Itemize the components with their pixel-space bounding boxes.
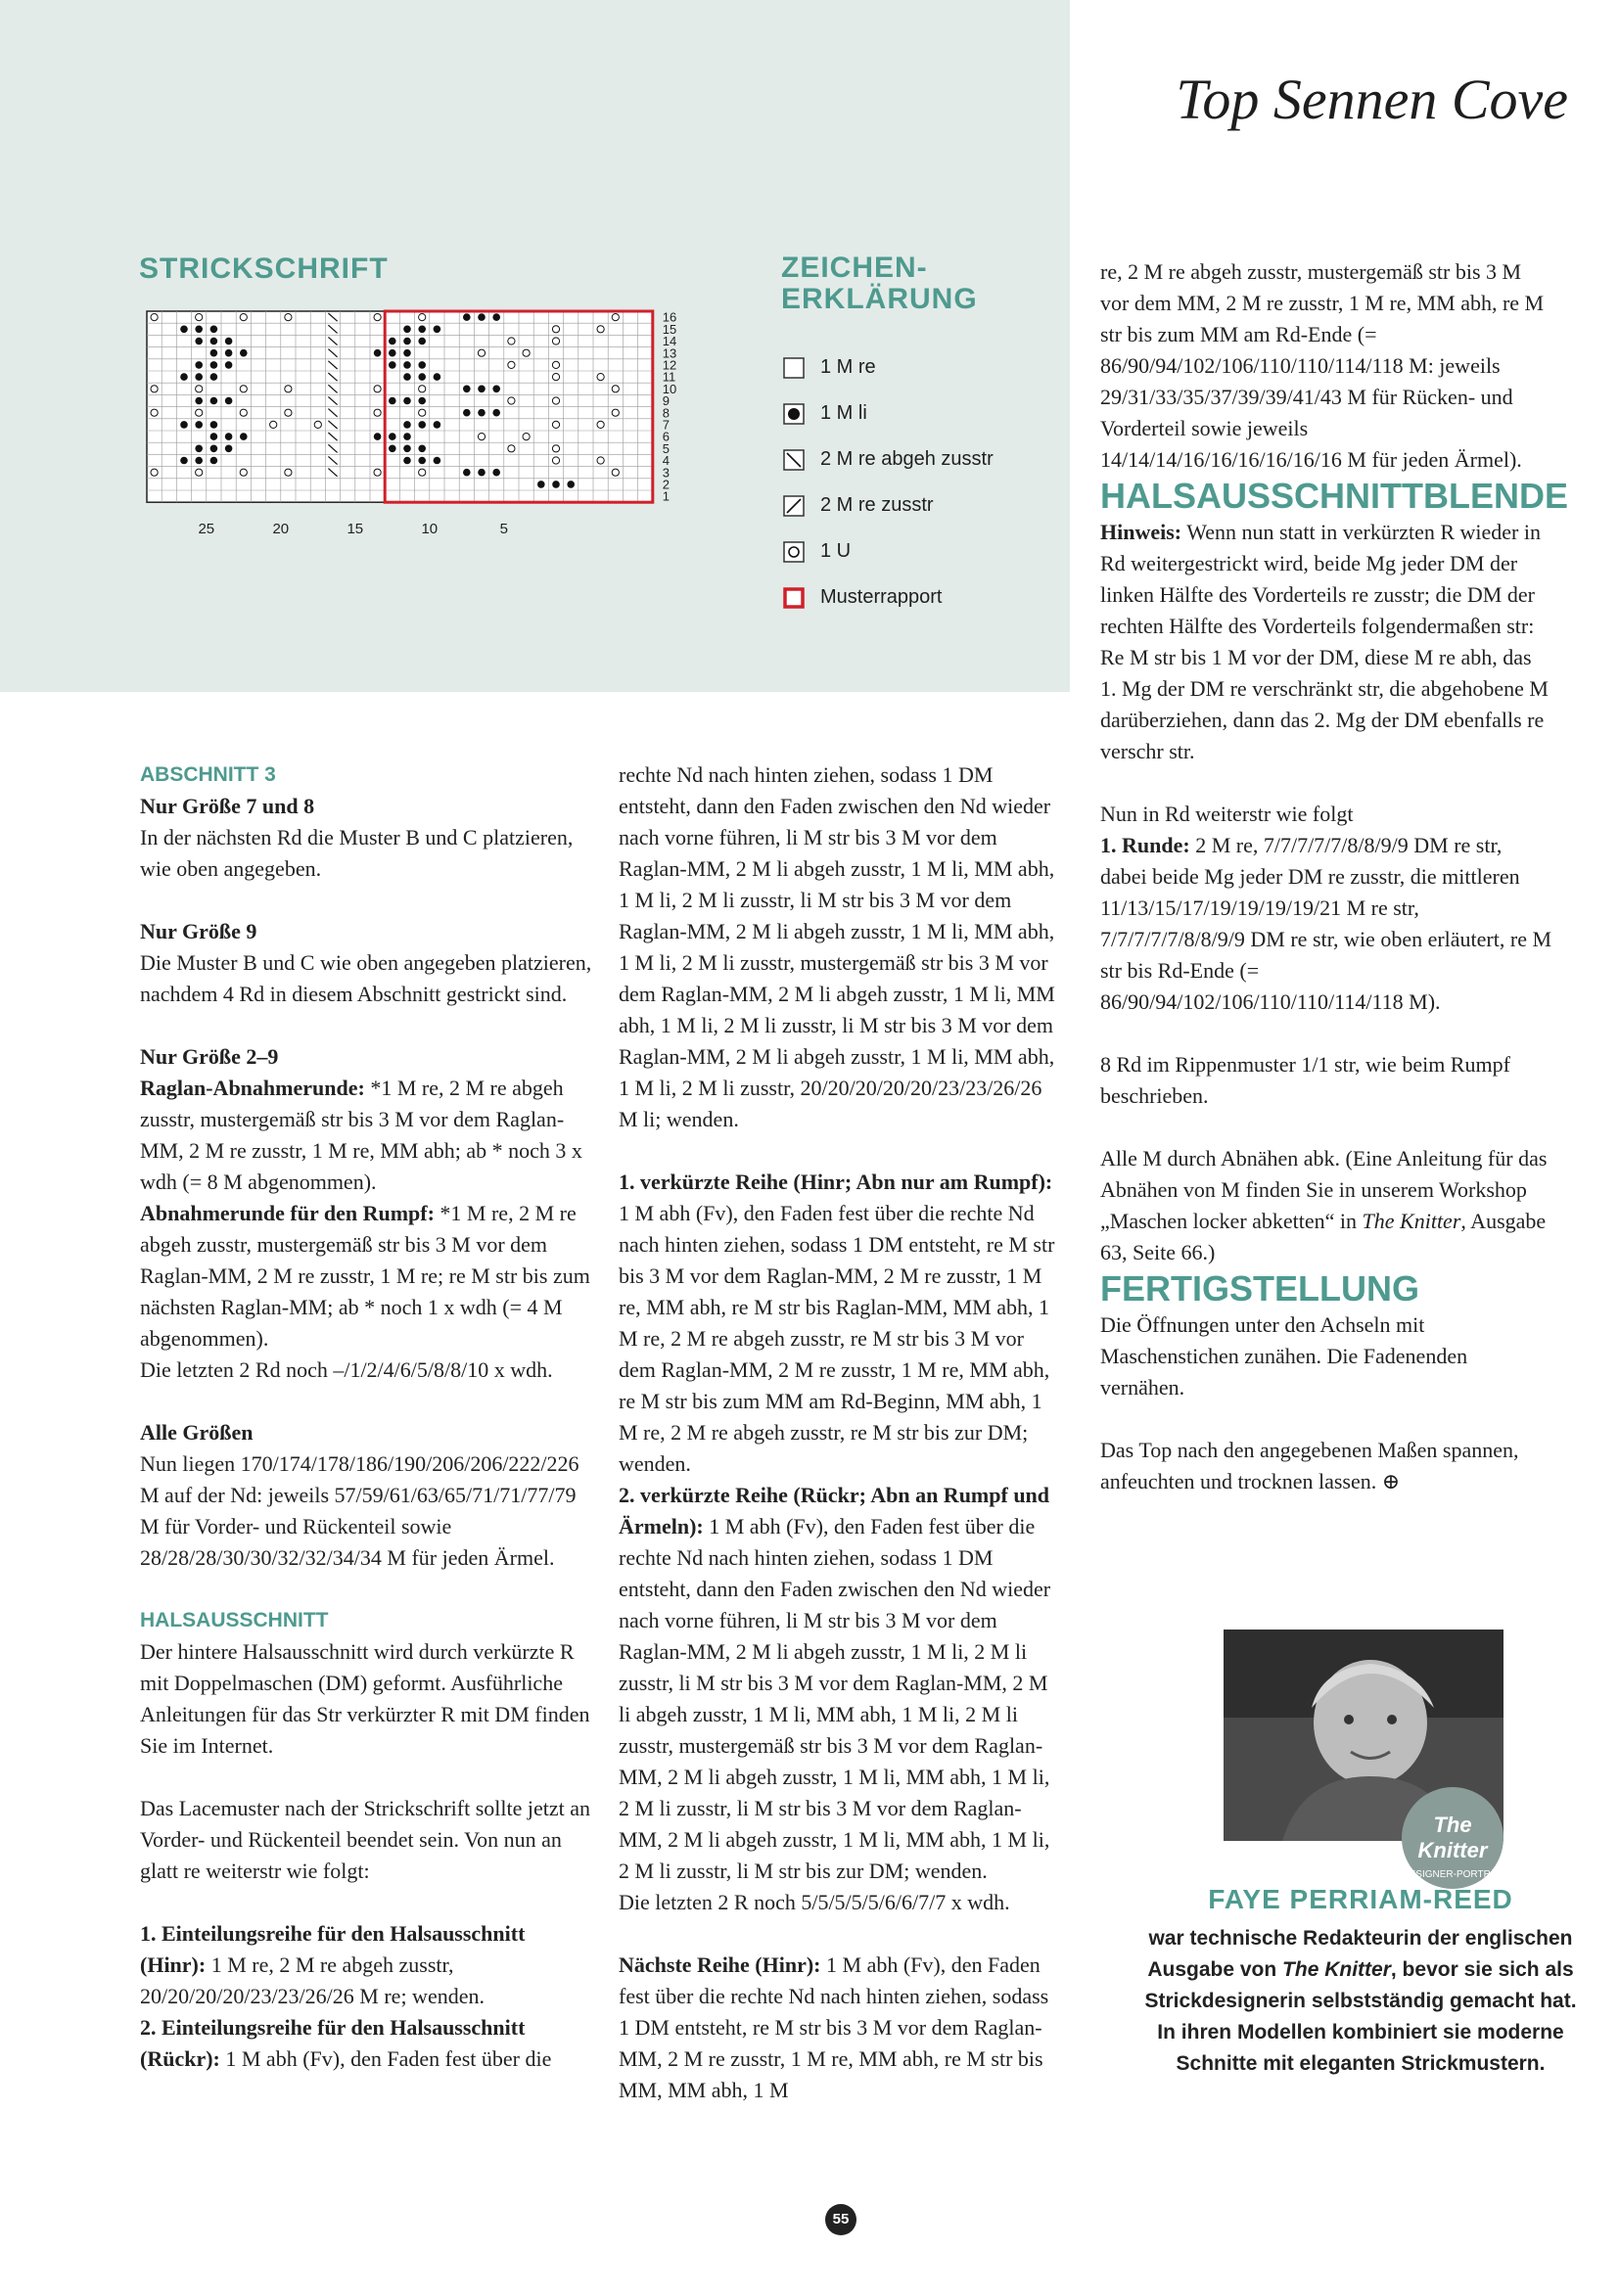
label: 1. Runde: xyxy=(1100,833,1190,857)
paragraph xyxy=(619,1480,1059,1887)
purl-stitch xyxy=(403,421,411,429)
col-label: 20 xyxy=(272,521,290,538)
purl-stitch xyxy=(389,445,396,453)
magazine-name: The Knitter xyxy=(1282,1958,1391,1981)
purl-stitch xyxy=(403,457,411,465)
paragraph: Nun in Rd weiterstr wie folgt xyxy=(1100,802,1354,826)
halsausschnittblende-heading: HALSAUSSCHNITTBLENDE xyxy=(1100,476,1569,516)
page-title: Top Sennen Cove xyxy=(1176,68,1568,131)
row-label: 10 xyxy=(662,381,677,396)
paragraph xyxy=(619,1167,1059,1480)
label: 1. Einteilungsreihe für den Halsausschnitt (Hinr): xyxy=(140,1921,526,1977)
text: 1 M abh (Fv), den Faden fest über die rechte Nd nach hinten ziehen, sodass 1 DM entsteht, re M str bis 3 M vor dem Raglan-MM, 2 M re zusstr, 1 M re, MM abh, re M str bis Raglan-MM, MM abh, 1 M re, 2 M re abgeh zusstr, re M str bis 3 M vor dem Raglan-MM, 2 M re zusstr, 1 M re, MM abh, re M str bis zum MM am Rd-Beginn, MM abh, 1 M re, 2 M re abgeh zusstr, re M str bis zur DM; wenden. xyxy=(619,1201,1055,1476)
text: war technische Redakteurin der englischen Ausgabe von xyxy=(1147,1927,1573,1981)
text: *1 M re, 2 M re abgeh zusstr, mustergemäß str bis 3 M vor dem Raglan-MM, 2 M re zusstr, 1 M re; re M str bis zum nächsten Raglan-MM; ab * noch 1 x wdh (= 4 M abgenommen). xyxy=(140,1201,590,1351)
col-label: 25 xyxy=(198,521,215,538)
purl-stitch xyxy=(210,373,218,381)
paragraph: rechte Nd nach hinten ziehen, sodass 1 DM entsteht, dann den Faden zwischen den Nd wieder nach vorne führen, li M str bis 3 M vor dem Raglan-MM, 2 M li abgeh zusstr, 1 M li, MM abh, 1 M li, 2 M li zusstr, li M str bis 3 M vor dem Raglan-MM, 2 M li abgeh zusstr, 1 M li, MM abh, 1 M li, 2 M li zusstr, mustergemäß str bis 3 M vor dem Raglan-MM, 2 M li abgeh zusstr, 1 M li, MM abh, 1 M li, 2 M li zusstr, li M str bis 3 M vor dem Raglan-MM, 2 M li abgeh zusstr, 1 M li, MM abh, 1 M li, 2 M li zusstr, 20/20/20/20/20/23/23/26/26 M li; wenden. xyxy=(619,762,1055,1131)
purl-stitch xyxy=(418,445,426,453)
purl-stitch xyxy=(210,349,218,357)
purl-stitch xyxy=(492,386,500,393)
paragraph: Die Öffnungen unter den Achseln mit Maschenstichen zunähen. Die Fadenenden vernähen. xyxy=(1100,1312,1468,1400)
row-label: 6 xyxy=(662,429,671,444)
purl-stitch xyxy=(240,349,248,357)
purl-stitch xyxy=(210,338,218,345)
purl-stitch xyxy=(374,349,382,357)
purl-stitch xyxy=(567,481,575,488)
zeichen-heading xyxy=(781,253,978,315)
purl-stitch xyxy=(389,361,396,369)
row-label: 3 xyxy=(662,465,671,481)
purl-stitch xyxy=(434,373,441,381)
col-label: 15 xyxy=(347,521,364,538)
purl-stitch xyxy=(492,409,500,417)
row-label: 12 xyxy=(662,357,677,373)
purl-stitch xyxy=(418,373,426,381)
row-label: 13 xyxy=(662,345,677,361)
fertigstellung-heading: FERTIGSTELLUNG xyxy=(1100,1268,1419,1309)
label: Abnahmerunde für den Rumpf: xyxy=(140,1201,435,1225)
purl-stitch xyxy=(225,445,233,453)
legend-item xyxy=(783,390,994,436)
label: Hinweis: xyxy=(1100,520,1182,544)
col-label: 5 xyxy=(499,521,508,538)
purl-stitch xyxy=(389,349,396,357)
purl-stitch xyxy=(463,386,471,393)
purl-stitch xyxy=(492,313,500,321)
purl-stitch xyxy=(478,409,486,417)
label: 2. verkürzte Reihe (Rückr; Abn an Rumpf und Ärmeln): xyxy=(619,1483,1050,1538)
purl-stitch xyxy=(478,386,486,393)
paragraph xyxy=(1100,830,1552,1018)
paragraph: Das Lacemuster nach der Strickschrift sollte jetzt an Vorder- und Rückenteil beendet sein. Von nun an glatt re weiterstr wie folgt: xyxy=(140,1796,590,1883)
purl-stitch xyxy=(492,469,500,477)
legend xyxy=(783,344,994,620)
row-label: 16 xyxy=(662,309,677,325)
purl-stitch xyxy=(434,421,441,429)
purl-stitch xyxy=(418,361,426,369)
paragraph: Das Top nach den angegebenen Maßen spannen, anfeuchten und trocknen lassen. ⊕ xyxy=(1100,1438,1519,1493)
zeichen-heading-line1: ZEICHEN- xyxy=(781,252,928,284)
purl-stitch xyxy=(225,338,233,345)
purl-stitch xyxy=(403,397,411,405)
purl-stitch xyxy=(418,421,426,429)
purl-stitch xyxy=(195,326,203,334)
text: 2 M re, 7/7/7/7/7/8/8/9/9 DM re str, dabei beide Mg jeder DM re zusstr, die mittleren 11/13/15/17/19/19/19/19/21 M re str, 7/7/7/7/7/8/8/9/9 DM re str, wie oben erläutert, re M str bis Rd-Ende (= 86/90/94/102/106/110/110/114/118 M). xyxy=(1100,833,1552,1014)
purl-stitch xyxy=(180,326,188,334)
zeichen-heading-line2: ERKLÄRUNG xyxy=(781,283,978,315)
paragraph: re, 2 M re abgeh zusstr, mustergemäß str bis 3 M vor dem MM, 2 M re zusstr, 1 M re, MM abh, re M str bis zum MM am Rd-Ende (= 86/90/94/102/106/110/110/114/118 M: jeweils 29/31/33/35/37/39/39/41/43 M für Rücken- und Vorderteil sowie jeweils 14/14/14/16/16/16/16/16/16 M für jeden Ärmel). xyxy=(1100,259,1545,472)
purl-stitch xyxy=(403,433,411,440)
text: 1 M abh (Fv), den Faden fest über die rechte Nd nach hinten ziehen, sodass 1 DM entsteht, dann den Faden zwischen den Nd wieder nach vorne führen, li M str bis 3 M vor dem Raglan-MM, 2 M li abgeh zusstr, 1 M li, 2 M li zusstr, li M str bis 3 M vor dem Raglan-MM, 2 M li abgeh zusstr, 1 M li, MM abh, 1 M li, 2 M li zusstr, mustergemäß str bis 3 M vor dem Raglan-MM, 2 M li abgeh zusstr, 1 M li, MM abh, 1 M li, 2 M li zusstr, li M str bis 3 M vor dem Raglan-MM, 2 M li abgeh zusstr, 1 M li, MM abh, 1 M li, 2 M li zusstr, li M str bis zur DM; wenden. xyxy=(619,1514,1051,1883)
subheading: Nur Größe 2–9 xyxy=(140,1044,279,1069)
row-label: 15 xyxy=(662,321,677,337)
purl-stitch xyxy=(389,397,396,405)
row-label: 14 xyxy=(662,334,677,349)
purl-stitch xyxy=(240,433,248,440)
text: *1 M re, 2 M re abgeh zusstr, mustergemäß str bis 3 M vor dem Raglan-MM, 2 M re zusstr, 1 M re, MM abh; ab * noch 3 x wdh (= 8 M abgenommen). xyxy=(140,1076,582,1194)
purl-stitch xyxy=(210,433,218,440)
paragraph: In der nächsten Rd die Muster B und C platzieren, wie oben angegeben. xyxy=(140,825,574,881)
row-label: 2 xyxy=(662,477,671,492)
red-square-icon xyxy=(783,587,805,609)
column-2 xyxy=(619,759,1059,2106)
subheading: Nur Größe 9 xyxy=(140,919,257,943)
paragraph xyxy=(140,2012,595,2075)
purl-stitch xyxy=(478,313,486,321)
legend-item xyxy=(783,344,994,390)
paragraph xyxy=(140,1918,595,2012)
purl-stitch xyxy=(210,457,218,465)
subheading: Alle Größen xyxy=(140,1420,254,1445)
purl-stitch xyxy=(403,338,411,345)
designer-block xyxy=(1135,1884,1586,2080)
legend-item xyxy=(783,574,994,620)
paragraph xyxy=(1100,1143,1552,1268)
purl-stitch xyxy=(463,313,471,321)
text: Wenn nun statt in verkürzten R wieder in Rd weitergestrickt wird, beide Mg jeder DM der linken Hälfte des Vorderteils re zusstr; die DM der rechten Hälfte des Vorderteils folgendermaßen str: Re M str bis 1 M vor der DM, diese M re abh, das 1. Mg der DM re verschränkt str, die abgehobene M darüberziehen, dann das 2. Mg der DM ebenfalls re verschr str. xyxy=(1100,520,1549,763)
purl-stitch xyxy=(478,469,486,477)
purl-stitch xyxy=(195,445,203,453)
dot-square-icon xyxy=(783,403,805,425)
purl-stitch xyxy=(418,397,426,405)
row-label: 4 xyxy=(662,453,671,469)
purl-stitch xyxy=(225,397,233,405)
purl-stitch xyxy=(180,421,188,429)
legend-item xyxy=(783,436,994,482)
text: , bevor sie sich als Strickdesignerin selbstständig gemacht hat. In ihren Modellen kombiniert sie moderne Schnitte mit eleganten Strickmustern. xyxy=(1144,1958,1577,2075)
purl-stitch xyxy=(210,445,218,453)
row-label: 1 xyxy=(662,488,671,504)
legend-label: 1 M li xyxy=(820,402,867,424)
purl-stitch xyxy=(403,445,411,453)
label: 2. Einteilungsreihe für den Halsausschnitt (Rückr): xyxy=(140,2015,526,2071)
knitter-badge xyxy=(1402,1787,1503,1889)
empty-square-icon xyxy=(783,357,805,379)
row-label: 5 xyxy=(662,440,671,456)
purl-stitch xyxy=(463,409,471,417)
legend-label: Musterrapport xyxy=(820,586,943,608)
purl-stitch xyxy=(418,457,426,465)
text: , Ausgabe 63, Seite 66.) xyxy=(1100,1209,1547,1264)
purl-stitch xyxy=(195,457,203,465)
purl-stitch xyxy=(225,349,233,357)
row-label: 7 xyxy=(662,417,671,433)
knitting-chart xyxy=(145,309,693,642)
label: 1. verkürzte Reihe (Hinr; Abn nur am Rumpf): xyxy=(619,1170,1053,1194)
paragraph: 8 Rd im Rippenmuster 1/1 str, wie beim Rumpf beschrieben. xyxy=(1100,1052,1510,1108)
purl-stitch xyxy=(403,349,411,357)
badge-subtitle: DESIGNER-PORTRÄT xyxy=(1402,1869,1503,1880)
abschnitt-heading: ABSCHNITT 3 xyxy=(140,763,276,786)
purl-stitch xyxy=(195,421,203,429)
paragraph: Nun liegen 170/174/178/186/190/206/206/222/226 M auf der Nd: jeweils 57/59/61/63/65/71/71/77/79 M für Vorder- und Rückenteil sowie 28/28/28/30/30/32/32/34/34 M für jeden Ärmel. xyxy=(140,1451,579,1570)
purl-stitch xyxy=(389,338,396,345)
purl-stitch xyxy=(195,373,203,381)
halsausschnitt-heading: HALSAUSSCHNITT xyxy=(140,1609,329,1631)
purl-stitch xyxy=(403,326,411,334)
legend-item xyxy=(783,528,994,574)
legend-label: 2 M re zusstr xyxy=(820,494,934,516)
text: 1 M abh (Fv), den Faden fest über die rechte Nd nach hinten ziehen, sodass 1 DM entsteht, re M str bis 3 M vor dem Raglan-MM, 2 M re zusstr, 1 M re, MM abh, re M str bis MM, MM abh, 1 M xyxy=(619,1952,1049,2102)
label: Raglan-Abnahmerunde: xyxy=(140,1076,365,1100)
purl-stitch xyxy=(434,457,441,465)
badge-title: The Knitter xyxy=(1417,1813,1488,1862)
paragraph: Die letzten 2 Rd noch –/1/2/4/6/5/8/8/10 x wdh. xyxy=(140,1357,553,1382)
purl-stitch xyxy=(463,469,471,477)
row-label: 8 xyxy=(662,405,671,421)
purl-stitch xyxy=(195,397,203,405)
legend-label: 2 M re abgeh zusstr xyxy=(820,448,994,470)
purl-stitch xyxy=(180,457,188,465)
backslash-square-icon xyxy=(783,449,805,471)
purl-stitch xyxy=(195,361,203,369)
label: Nächste Reihe (Hinr): xyxy=(619,1952,821,1977)
purl-stitch xyxy=(374,433,382,440)
magazine-name: The Knitter xyxy=(1362,1209,1461,1233)
purl-stitch xyxy=(403,373,411,381)
slash-square-icon xyxy=(783,495,805,517)
paragraph xyxy=(1100,517,1552,767)
purl-stitch xyxy=(210,326,218,334)
legend-item xyxy=(783,482,994,528)
page-number: 55 xyxy=(825,2204,856,2235)
legend-label: 1 U xyxy=(820,540,852,562)
purl-stitch xyxy=(210,421,218,429)
purl-stitch xyxy=(403,361,411,369)
paragraph: Der hintere Halsausschnitt wird durch verkürzte R mit Doppelmaschen (DM) geformt. Ausführliche Anleitungen für das Str verkürzter R mit DM finden Sie im Internet. xyxy=(140,1639,590,1758)
text: 1 M abh (Fv), den Faden fest über die xyxy=(219,2046,552,2071)
subheading: Nur Größe 7 und 8 xyxy=(140,794,315,818)
paragraph: Die Muster B und C wie oben angegeben platzieren, nachdem 4 Rd in diesem Abschnitt gestrickt sind. xyxy=(140,950,592,1006)
circle-square-icon xyxy=(783,541,805,563)
strickschrift-heading: STRICKSCHRIFT xyxy=(139,253,389,285)
paragraph xyxy=(619,1950,1059,2106)
purl-stitch xyxy=(418,326,426,334)
column-1 xyxy=(140,759,595,2075)
purl-stitch xyxy=(225,361,233,369)
purl-stitch xyxy=(434,326,441,334)
purl-stitch xyxy=(552,481,560,488)
text: 1 M re, 2 M re abgeh zusstr, 20/20/20/20/23/23/26/26 M re; wenden. xyxy=(140,1952,485,2008)
designer-bio xyxy=(1135,1923,1586,2080)
purl-stitch xyxy=(537,481,545,488)
col-label: 10 xyxy=(421,521,439,538)
purl-stitch xyxy=(225,433,233,440)
purl-stitch xyxy=(195,338,203,345)
row-label: 9 xyxy=(662,393,671,409)
purl-stitch xyxy=(210,361,218,369)
purl-stitch xyxy=(210,397,218,405)
paragraph: Die letzten 2 R noch 5/5/5/5/5/6/6/7/7 x wdh. xyxy=(619,1890,1010,1914)
paragraph xyxy=(140,1073,595,1198)
purl-stitch xyxy=(180,373,188,381)
legend-label: 1 M re xyxy=(820,356,876,378)
designer-name: FAYE PERRIAM-REED xyxy=(1208,1884,1513,1914)
paragraph xyxy=(140,1198,595,1355)
purl-stitch xyxy=(418,338,426,345)
row-label: 11 xyxy=(662,369,676,385)
text: Alle M durch Abnähen abk. (Eine Anleitung für das Abnähen von M finden Sie in unserem Workshop „Maschen locker abketten“ in xyxy=(1100,1146,1548,1233)
column-3 xyxy=(1100,256,1569,1497)
purl-stitch xyxy=(389,433,396,440)
